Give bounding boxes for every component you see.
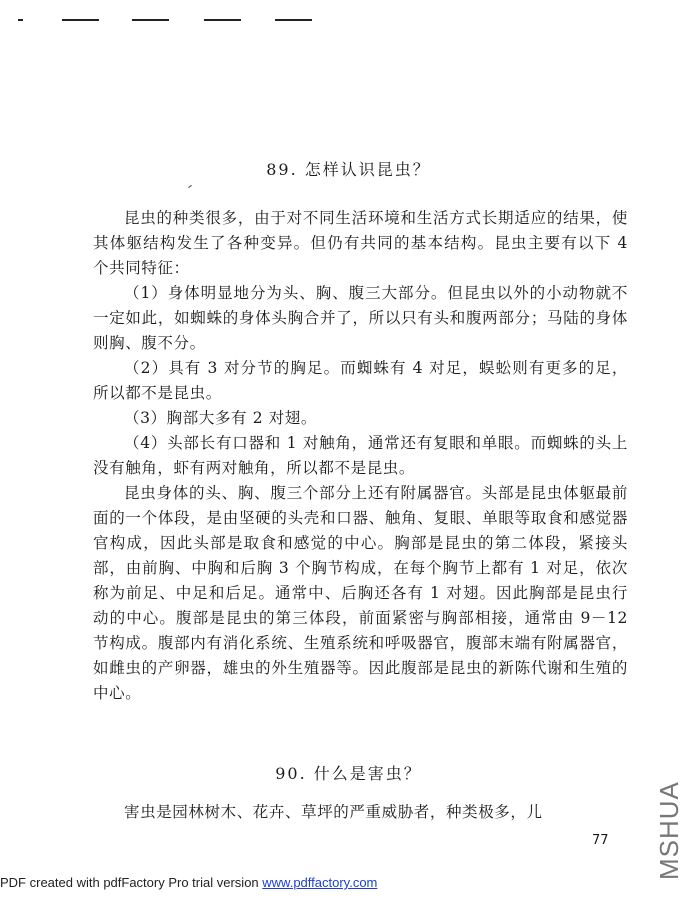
paragraph: 害虫是园林树木、花卉、草坪的严重威胁者，种类极多，儿 — [124, 803, 543, 821]
section-90-heading: 90. 什么是害虫？ — [275, 764, 422, 783]
top-rule-4 — [275, 19, 312, 21]
tick-mark — [18, 19, 23, 21]
paragraph: （2）具有 3 对分节的胸足。而蜘蛛有 4 对足，蜈蚣则有更多的足，所以都不是昆虫。 — [93, 359, 628, 402]
section-89-body — [93, 206, 628, 706]
paragraph: （4）头部长有口器和 1 对触角，通常还有复眼和单眼。而蜘蛛的头上没有触角，虾有两对触角，所以都不是昆虫。 — [93, 434, 628, 477]
top-rule-3 — [204, 19, 241, 21]
paragraph: 昆虫身体的头、胸、腹三个部分上还有附属器官。头部是昆虫体躯最前面的一个体段，是由坚硬的头壳和口器、触角、复眼、单眼等取食和感觉器官构成，因此头部是取食和感觉的中心。胸部是昆虫的第二体段，紧接头部，由前胸、中胸和后胸 3 个胸节构成，在每个胸节上都有 1 对足，依次称为前足、中足和后足。通常中、后胸还各有 1 对翅。因此胸部是昆虫行动的中心。腹部是昆虫的第三体段，前面紧密与胸部相接，通常由 9－12 节构成。腹部内有消化系统、生殖系统和呼吸器官，腹部末端有附属器官，如雌虫的产卵器，雄虫的外生殖器等。因此腹部是昆虫的新陈代谢和生殖的中心。 — [93, 484, 628, 702]
pdffactory-link[interactable]: www.pdffactory.com — [262, 875, 378, 890]
top-rule-2 — [132, 19, 169, 21]
pdf-footer — [0, 875, 377, 890]
paragraph: （1）身体明显地分为头、胸、腹三大部分。但昆虫以外的小动物就不一定如此，如蜘蛛的身体头胸合并了，所以只有头和腹两部分；马陆的身体则胸、腹不分。 — [93, 284, 628, 352]
stray-mark — [188, 185, 192, 188]
section-90-body — [93, 800, 628, 825]
paragraph: 昆虫的种类很多，由于对不同生活环境和生活方式长期适应的结果，使其体躯结构发生了各种变异。但仍有共同的基本结构。昆虫主要有以下 4 个共同特征： — [93, 209, 628, 277]
section-89-heading: 89. 怎样认识昆虫？ — [266, 160, 431, 179]
page-number: 77 — [592, 833, 609, 848]
watermark-text: MSHUA — [654, 781, 684, 880]
paragraph: （3）胸部大多有 2 对翅。 — [124, 409, 317, 427]
footer-text: PDF created with pdfFactory Pro trial version — [0, 875, 263, 890]
top-rule-1 — [62, 19, 99, 21]
